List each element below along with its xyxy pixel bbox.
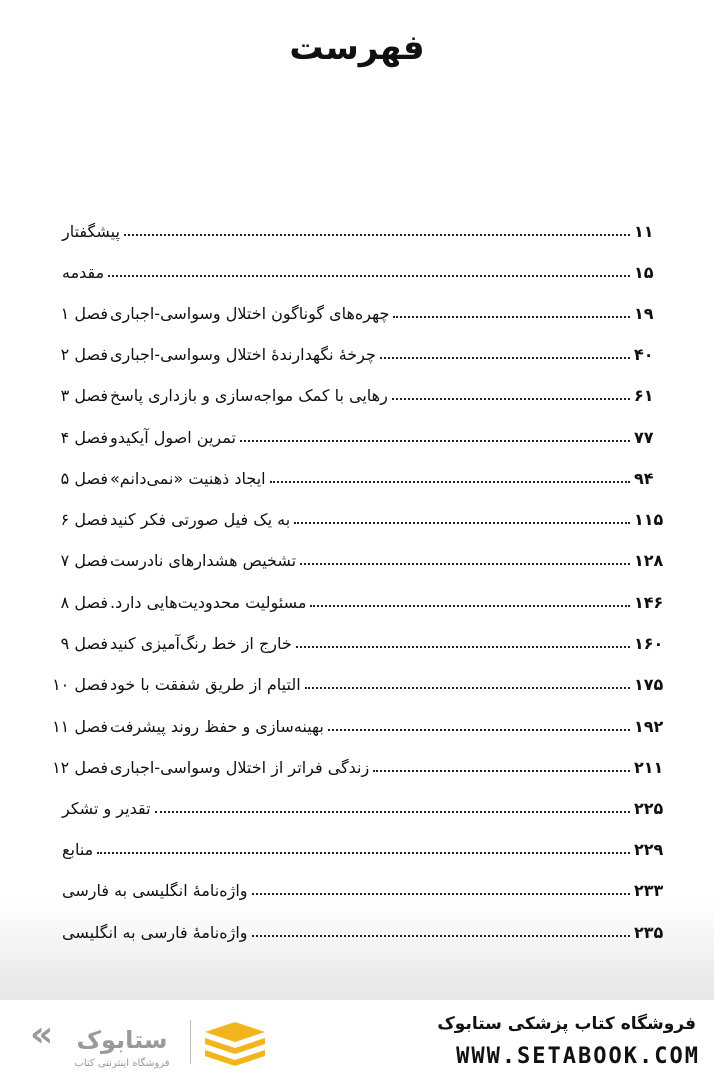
page-number: ۴۰ [634,345,654,364]
toc-entry[interactable] [30,452,670,488]
chapter-label: فصل ۱۰ [52,675,108,694]
dot-leader [240,439,630,442]
dot-leader [108,274,630,277]
page-number: ۲۲۹ [634,840,664,859]
entry-title: پیشگفتار [62,222,120,241]
entry-title: تمرین اصول آیکیدو [110,428,236,447]
chapter-label: فصل ۶ [60,510,108,529]
entry-title: چهره‌های گوناگون اختلال وسواسی-اجباری [110,304,390,323]
chapter-label: فصل ۴ [60,428,108,447]
page-number: ۱۶۰ [634,634,664,653]
toc-entry[interactable] [30,658,670,694]
entry-title: التیام از طریق شفقت با خود [110,675,301,694]
page-number: ۲۳۵ [634,923,664,942]
logo-tagline: فروشگاه اینترنتی کتاب [74,1058,170,1069]
chapter-label: فصل ۱۱ [52,717,108,736]
dot-leader [392,397,630,400]
chapter-label: فصل ۲ [60,345,108,364]
chapter-label: فصل ۸ [60,593,108,612]
page-number: ۱۲۸ [634,551,664,570]
page-number: ۱۹ [634,304,654,323]
entry-title: مقدمه [62,263,105,282]
dot-leader [97,851,630,854]
logo-divider [190,1020,191,1064]
toc-entry[interactable] [30,287,670,323]
toc-entry[interactable] [30,328,670,364]
toc-entry[interactable] [30,411,670,447]
toc-entry[interactable] [30,576,670,612]
entry-title: واژه‌نامهٔ انگلیسی به فارسی [62,881,248,900]
entry-title: واژه‌نامهٔ فارسی به انگلیسی [62,923,248,942]
page-number: ۱۷۵ [634,675,664,694]
toc-entry[interactable] [30,782,670,818]
toc-entry[interactable] [30,700,670,736]
dot-leader [294,521,630,524]
toc-entry[interactable] [30,246,670,282]
chapter-label: فصل ۷ [60,551,108,570]
dot-leader [393,315,630,318]
svg-text:«: « [30,1018,54,1055]
page-number: ۹۴ [634,469,654,488]
entry-title: زندگی فراتر از اختلال وسواسی-اجباری [110,758,370,777]
entry-title: تقدیر و تشکر [62,799,151,818]
toc-entry[interactable] [30,906,670,942]
dot-leader [155,810,630,813]
shop-url[interactable]: WWW.SETABOOK.COM [456,1044,700,1069]
dot-leader [310,604,630,607]
entry-title: خارج از خط رنگ‌آمیزی کنید [110,634,292,653]
chapter-label: فصل ۹ [60,634,108,653]
page-number: ۱۹۲ [634,717,664,736]
page-number: ۱۱۵ [634,510,664,529]
footer-banner [0,1000,714,1080]
page-number: ۱۴۶ [634,593,664,612]
logo-wordmark: ستابوک [76,1026,168,1054]
dot-leader [300,562,630,565]
dot-leader [296,645,630,648]
chapter-label: فصل ۱۲ [52,758,108,777]
entry-title: ایجاد ذهنیت «نمی‌دانم» [110,469,266,488]
book-stack-icon [205,1022,265,1066]
dot-leader [373,769,630,772]
entry-title: مسئولیت محدودیت‌هایی دارد. [110,593,307,612]
dot-leader [252,892,630,895]
page-number: ۶۱ [634,386,654,405]
page-number: ۲۳۳ [634,881,664,900]
page-number: ۲۱۱ [634,758,664,777]
toc-entry[interactable] [30,205,670,241]
toc-entry[interactable] [30,823,670,859]
page-number: ۱۱ [634,222,654,241]
page-number: ۷۷ [634,428,654,447]
entry-title: چرخهٔ نگهدارندهٔ اختلال وسواسی-اجباری [110,345,376,364]
chapter-label: فصل ۵ [60,469,108,488]
toc-entry[interactable] [30,617,670,653]
dot-leader [328,728,630,731]
dot-leader [380,356,630,359]
page-title: فهرست [289,28,425,68]
toc-entry[interactable] [30,864,670,900]
entry-title: منابع [62,840,94,859]
toc-entry[interactable] [30,369,670,405]
entry-title: به یک فیل صورتی فکر کنید [110,510,291,529]
entry-title: تشخیص هشدارهای نادرست [110,551,297,570]
shop-name: فروشگاه کتاب پزشکی ستابوک [437,1014,696,1034]
page-number: ۱۵ [634,263,654,282]
dot-leader [305,686,630,689]
chapter-label: فصل ۳ [60,386,108,405]
toc-entry[interactable] [30,534,670,570]
dot-leader [124,233,630,236]
page-number: ۲۲۵ [634,799,664,818]
entry-title: بهینه‌سازی و حفظ روند پیشرفت [110,717,324,736]
dot-leader [252,934,630,937]
chapter-label: فصل ۱ [60,304,108,323]
entry-title: رهایی با کمک مواجه‌سازی و بازداری پاسخ [110,386,388,405]
toc-entry[interactable] [30,493,670,529]
toc-entry[interactable] [30,741,670,777]
setabook-logo [30,1018,280,1070]
dot-leader [270,480,630,483]
